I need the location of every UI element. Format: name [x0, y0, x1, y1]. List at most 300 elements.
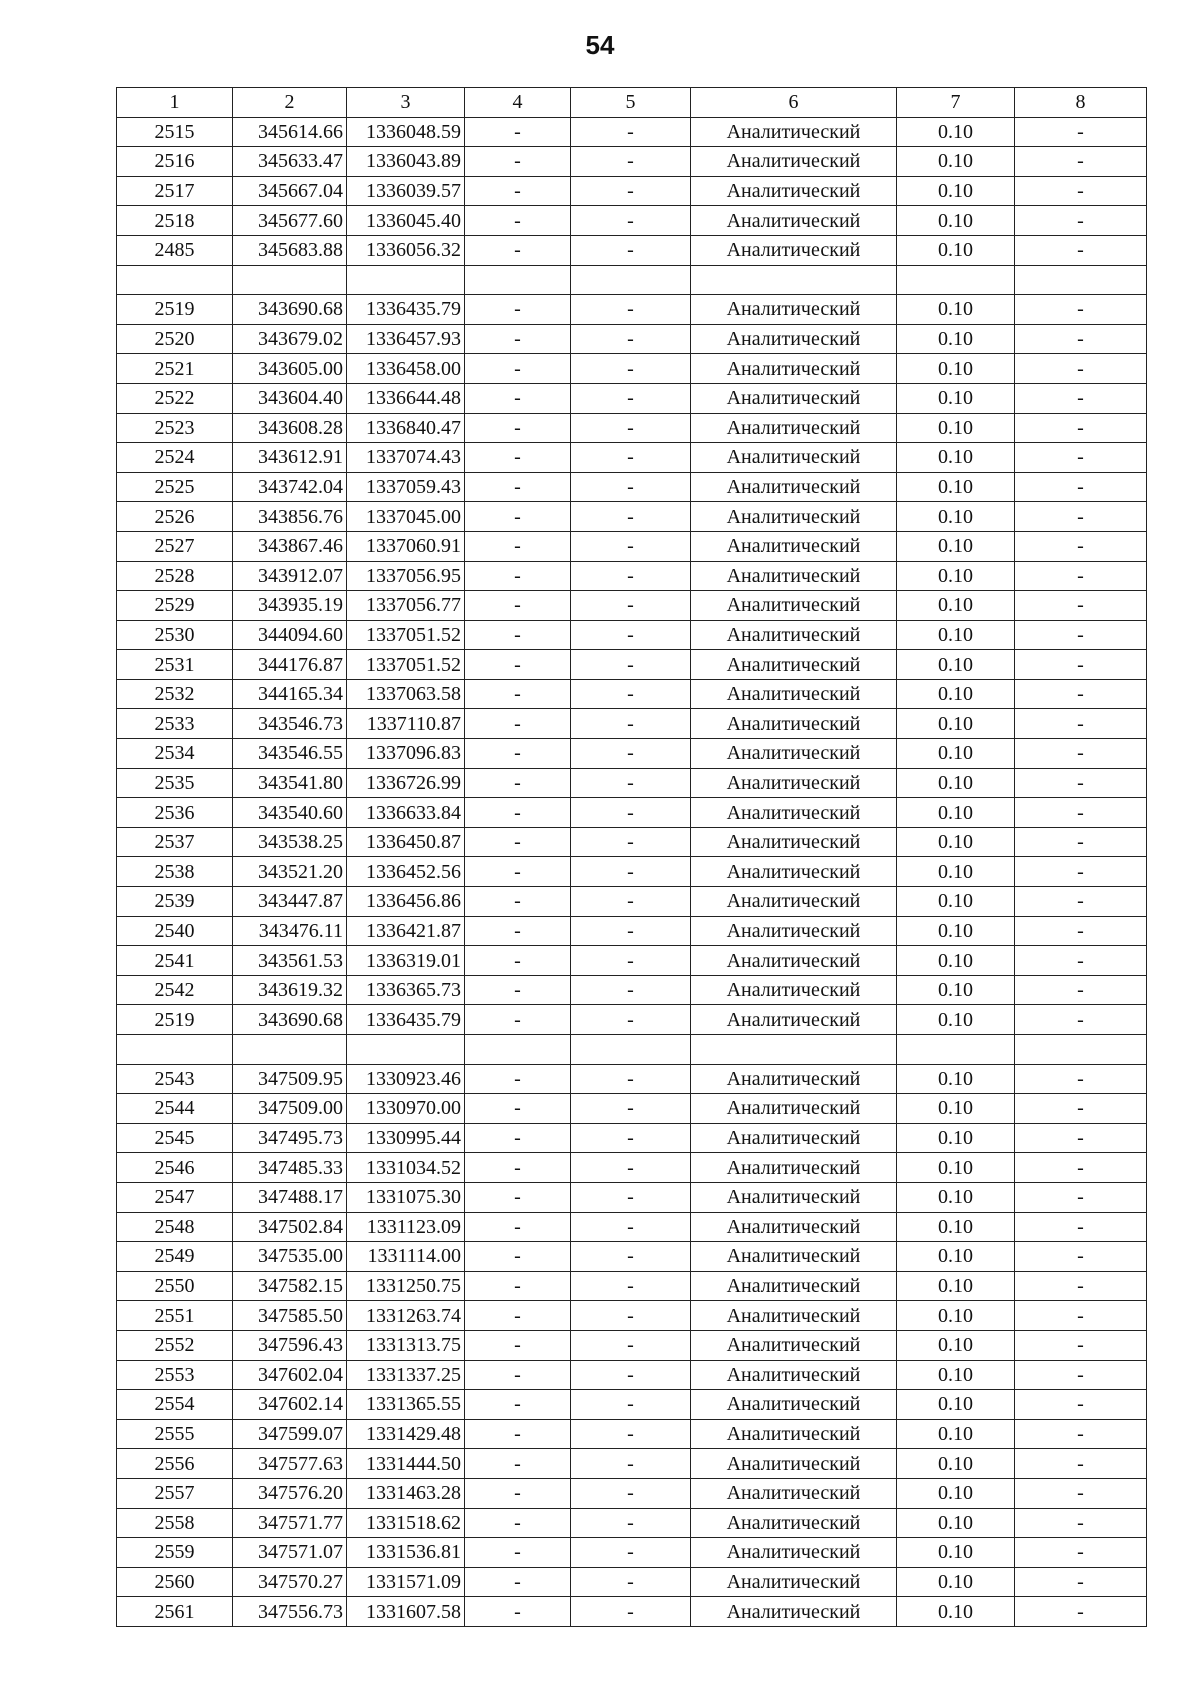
- method-cell: Аналитический: [691, 1330, 897, 1360]
- y-coordinate-cell: 1337074.43: [347, 443, 465, 473]
- accuracy-cell: 0.10: [897, 887, 1015, 917]
- table-header-row: [117, 88, 1147, 118]
- column-header: 6: [691, 88, 897, 118]
- table-row: [117, 1094, 1147, 1124]
- col4-cell: -: [465, 916, 571, 946]
- point-number-cell: 2533: [117, 709, 233, 739]
- table-row: [117, 176, 1147, 206]
- col4-cell: -: [465, 1153, 571, 1183]
- x-coordinate-cell: 347485.33: [233, 1153, 347, 1183]
- col5-cell: -: [571, 1419, 691, 1449]
- method-cell: Аналитический: [691, 916, 897, 946]
- col5-cell: -: [571, 235, 691, 265]
- method-cell: Аналитический: [691, 650, 897, 680]
- y-coordinate-cell: 1330923.46: [347, 1064, 465, 1094]
- accuracy-cell: 0.10: [897, 1064, 1015, 1094]
- method-cell: Аналитический: [691, 235, 897, 265]
- method-cell: Аналитический: [691, 1123, 897, 1153]
- point-number-cell: [117, 265, 233, 295]
- table-row: [117, 975, 1147, 1005]
- point-number-cell: 2539: [117, 887, 233, 917]
- x-coordinate-cell: 345614.66: [233, 117, 347, 147]
- col8-cell: -: [1015, 1330, 1147, 1360]
- table-row: [117, 1123, 1147, 1153]
- column-header: 2: [233, 88, 347, 118]
- method-cell: Аналитический: [691, 472, 897, 502]
- method-cell: Аналитический: [691, 857, 897, 887]
- x-coordinate-cell: 347502.84: [233, 1212, 347, 1242]
- col5-cell: -: [571, 472, 691, 502]
- col8-cell: -: [1015, 620, 1147, 650]
- point-number-cell: 2527: [117, 531, 233, 561]
- table-row: [117, 561, 1147, 591]
- col4-cell: -: [465, 679, 571, 709]
- col5-cell: -: [571, 1242, 691, 1272]
- y-coordinate-cell: 1336045.40: [347, 206, 465, 236]
- col4-cell: -: [465, 1094, 571, 1124]
- col5-cell: -: [571, 827, 691, 857]
- y-coordinate-cell: 1337110.87: [347, 709, 465, 739]
- x-coordinate-cell: 343605.00: [233, 354, 347, 384]
- accuracy-cell: 0.10: [897, 531, 1015, 561]
- method-cell: Аналитический: [691, 147, 897, 177]
- table-row: [117, 650, 1147, 680]
- point-number-cell: 2560: [117, 1567, 233, 1597]
- accuracy-cell: 0.10: [897, 561, 1015, 591]
- col4-cell: -: [465, 975, 571, 1005]
- x-coordinate-cell: 347509.00: [233, 1094, 347, 1124]
- accuracy-cell: 0.10: [897, 206, 1015, 236]
- method-cell: Аналитический: [691, 502, 897, 532]
- y-coordinate-cell: 1336452.56: [347, 857, 465, 887]
- col5-cell: -: [571, 1123, 691, 1153]
- x-coordinate-cell: 347488.17: [233, 1182, 347, 1212]
- x-coordinate-cell: 343612.91: [233, 443, 347, 473]
- col4-cell: -: [465, 768, 571, 798]
- method-cell: Аналитический: [691, 1242, 897, 1272]
- point-number-cell: 2520: [117, 324, 233, 354]
- col4-cell: -: [465, 1478, 571, 1508]
- y-coordinate-cell: 1336048.59: [347, 117, 465, 147]
- table-row: [117, 502, 1147, 532]
- method-cell: Аналитический: [691, 1094, 897, 1124]
- y-coordinate-cell: 1331429.48: [347, 1419, 465, 1449]
- point-number-cell: 2543: [117, 1064, 233, 1094]
- y-coordinate-cell: 1331518.62: [347, 1508, 465, 1538]
- col8-cell: -: [1015, 1419, 1147, 1449]
- point-number-cell: 2523: [117, 413, 233, 443]
- accuracy-cell: 0.10: [897, 591, 1015, 621]
- col8-cell: [1015, 265, 1147, 295]
- method-cell: Аналитический: [691, 413, 897, 443]
- column-header: 3: [347, 88, 465, 118]
- x-coordinate-cell: 343690.68: [233, 1005, 347, 1035]
- accuracy-cell: 0.10: [897, 1419, 1015, 1449]
- method-cell: Аналитический: [691, 443, 897, 473]
- col5-cell: -: [571, 354, 691, 384]
- col5-cell: -: [571, 591, 691, 621]
- col4-cell: -: [465, 1242, 571, 1272]
- col5-cell: -: [571, 679, 691, 709]
- y-coordinate-cell: 1337059.43: [347, 472, 465, 502]
- col4-cell: -: [465, 383, 571, 413]
- table-body: [117, 117, 1147, 1626]
- accuracy-cell: 0.10: [897, 443, 1015, 473]
- y-coordinate-cell: 1331123.09: [347, 1212, 465, 1242]
- x-coordinate-cell: 347596.43: [233, 1330, 347, 1360]
- accuracy-cell: 0.10: [897, 946, 1015, 976]
- col4-cell: -: [465, 1597, 571, 1627]
- col5-cell: -: [571, 1449, 691, 1479]
- x-coordinate-cell: 347570.27: [233, 1567, 347, 1597]
- col8-cell: -: [1015, 1538, 1147, 1568]
- col8-cell: -: [1015, 472, 1147, 502]
- accuracy-cell: 0.10: [897, 1182, 1015, 1212]
- x-coordinate-cell: 343561.53: [233, 946, 347, 976]
- col4-cell: -: [465, 739, 571, 769]
- table-row: [117, 1330, 1147, 1360]
- point-number-cell: 2522: [117, 383, 233, 413]
- col4-cell: -: [465, 591, 571, 621]
- col4-cell: -: [465, 650, 571, 680]
- col5-cell: -: [571, 1597, 691, 1627]
- table-row: [117, 206, 1147, 236]
- table-row: [117, 443, 1147, 473]
- x-coordinate-cell: 343679.02: [233, 324, 347, 354]
- accuracy-cell: 0.10: [897, 324, 1015, 354]
- col4-cell: -: [465, 1064, 571, 1094]
- table-row: [117, 1271, 1147, 1301]
- x-coordinate-cell: 347571.77: [233, 1508, 347, 1538]
- col5-cell: -: [571, 1330, 691, 1360]
- method-cell: Аналитический: [691, 1419, 897, 1449]
- col8-cell: -: [1015, 235, 1147, 265]
- table-row: [117, 768, 1147, 798]
- x-coordinate-cell: 347495.73: [233, 1123, 347, 1153]
- y-coordinate-cell: 1331463.28: [347, 1478, 465, 1508]
- y-coordinate-cell: 1331571.09: [347, 1567, 465, 1597]
- col5-cell: -: [571, 1301, 691, 1331]
- table-row: [117, 1153, 1147, 1183]
- y-coordinate-cell: 1336365.73: [347, 975, 465, 1005]
- col5-cell: -: [571, 1005, 691, 1035]
- col5-cell: -: [571, 1094, 691, 1124]
- accuracy-cell: 0.10: [897, 1153, 1015, 1183]
- col8-cell: -: [1015, 739, 1147, 769]
- y-coordinate-cell: 1336644.48: [347, 383, 465, 413]
- method-cell: Аналитический: [691, 620, 897, 650]
- col8-cell: -: [1015, 975, 1147, 1005]
- y-coordinate-cell: 1336319.01: [347, 946, 465, 976]
- table-row: [117, 1064, 1147, 1094]
- x-coordinate-cell: 343867.46: [233, 531, 347, 561]
- method-cell: Аналитический: [691, 887, 897, 917]
- point-number-cell: 2545: [117, 1123, 233, 1153]
- col5-cell: -: [571, 413, 691, 443]
- point-number-cell: 2519: [117, 295, 233, 325]
- accuracy-cell: 0.10: [897, 147, 1015, 177]
- point-number-cell: 2537: [117, 827, 233, 857]
- col4-cell: -: [465, 1123, 571, 1153]
- x-coordinate-cell: 345633.47: [233, 147, 347, 177]
- col4-cell: -: [465, 1419, 571, 1449]
- col5-cell: -: [571, 206, 691, 236]
- accuracy-cell: 0.10: [897, 709, 1015, 739]
- accuracy-cell: 0.10: [897, 1271, 1015, 1301]
- point-number-cell: 2531: [117, 650, 233, 680]
- col8-cell: -: [1015, 324, 1147, 354]
- col8-cell: -: [1015, 946, 1147, 976]
- point-number-cell: 2519: [117, 1005, 233, 1035]
- col4-cell: -: [465, 1301, 571, 1331]
- y-coordinate-cell: 1331034.52: [347, 1153, 465, 1183]
- col8-cell: -: [1015, 413, 1147, 443]
- col8-cell: -: [1015, 502, 1147, 532]
- table-row: [117, 1597, 1147, 1627]
- x-coordinate-cell: 343912.07: [233, 561, 347, 591]
- point-number-cell: 2550: [117, 1271, 233, 1301]
- x-coordinate-cell: 347576.20: [233, 1478, 347, 1508]
- col8-cell: -: [1015, 768, 1147, 798]
- col4-cell: -: [465, 531, 571, 561]
- col4-cell: -: [465, 147, 571, 177]
- point-number-cell: 2517: [117, 176, 233, 206]
- table-row: [117, 1005, 1147, 1035]
- col5-cell: -: [571, 916, 691, 946]
- accuracy-cell: 0.10: [897, 1478, 1015, 1508]
- point-number-cell: 2518: [117, 206, 233, 236]
- point-number-cell: 2534: [117, 739, 233, 769]
- x-coordinate-cell: 347602.04: [233, 1360, 347, 1390]
- y-coordinate-cell: 1330970.00: [347, 1094, 465, 1124]
- y-coordinate-cell: 1336421.87: [347, 916, 465, 946]
- table-row: [117, 413, 1147, 443]
- table-row: [117, 1449, 1147, 1479]
- table-row: [117, 265, 1147, 295]
- col8-cell: -: [1015, 1360, 1147, 1390]
- point-number-cell: 2532: [117, 679, 233, 709]
- accuracy-cell: 0.10: [897, 1508, 1015, 1538]
- col8-cell: -: [1015, 1449, 1147, 1479]
- point-number-cell: 2538: [117, 857, 233, 887]
- col8-cell: -: [1015, 1005, 1147, 1035]
- col4-cell: -: [465, 413, 571, 443]
- col5-cell: -: [571, 620, 691, 650]
- col8-cell: -: [1015, 1567, 1147, 1597]
- method-cell: Аналитический: [691, 383, 897, 413]
- accuracy-cell: 0.10: [897, 1567, 1015, 1597]
- point-number-cell: 2529: [117, 591, 233, 621]
- col5-cell: -: [571, 975, 691, 1005]
- point-number-cell: 2561: [117, 1597, 233, 1627]
- col8-cell: -: [1015, 591, 1147, 621]
- x-coordinate-cell: 345667.04: [233, 176, 347, 206]
- accuracy-cell: 0.10: [897, 1242, 1015, 1272]
- point-number-cell: 2515: [117, 117, 233, 147]
- table-row: [117, 946, 1147, 976]
- accuracy-cell: [897, 265, 1015, 295]
- x-coordinate-cell: 343742.04: [233, 472, 347, 502]
- y-coordinate-cell: 1336039.57: [347, 176, 465, 206]
- y-coordinate-cell: 1331365.55: [347, 1390, 465, 1420]
- table-row: [117, 1478, 1147, 1508]
- accuracy-cell: 0.10: [897, 768, 1015, 798]
- col8-cell: -: [1015, 1508, 1147, 1538]
- col4-cell: -: [465, 887, 571, 917]
- table-row: [117, 295, 1147, 325]
- point-number-cell: 2547: [117, 1182, 233, 1212]
- point-number-cell: 2528: [117, 561, 233, 591]
- y-coordinate-cell: 1336726.99: [347, 768, 465, 798]
- col4-cell: -: [465, 117, 571, 147]
- table-row: [117, 147, 1147, 177]
- col4-cell: -: [465, 1182, 571, 1212]
- col8-cell: -: [1015, 827, 1147, 857]
- col5-cell: [571, 265, 691, 295]
- table-row: [117, 1212, 1147, 1242]
- col5-cell: -: [571, 1360, 691, 1390]
- col8-cell: -: [1015, 857, 1147, 887]
- y-coordinate-cell: 1337060.91: [347, 531, 465, 561]
- x-coordinate-cell: 343540.60: [233, 798, 347, 828]
- table-row: [117, 1567, 1147, 1597]
- method-cell: Аналитический: [691, 1597, 897, 1627]
- method-cell: Аналитический: [691, 1301, 897, 1331]
- y-coordinate-cell: 1336456.86: [347, 887, 465, 917]
- accuracy-cell: 0.10: [897, 354, 1015, 384]
- x-coordinate-cell: 347577.63: [233, 1449, 347, 1479]
- method-cell: Аналитический: [691, 295, 897, 325]
- column-header: 4: [465, 88, 571, 118]
- method-cell: Аналитический: [691, 1064, 897, 1094]
- y-coordinate-cell: 1336435.79: [347, 295, 465, 325]
- col4-cell: -: [465, 354, 571, 384]
- accuracy-cell: 0.10: [897, 1301, 1015, 1331]
- accuracy-cell: 0.10: [897, 620, 1015, 650]
- y-coordinate-cell: 1331263.74: [347, 1301, 465, 1331]
- x-coordinate-cell: 343690.68: [233, 295, 347, 325]
- col5-cell: -: [571, 502, 691, 532]
- col5-cell: -: [571, 324, 691, 354]
- col4-cell: -: [465, 1005, 571, 1035]
- x-coordinate-cell: 343546.55: [233, 739, 347, 769]
- table-row: [117, 354, 1147, 384]
- table-row: [117, 709, 1147, 739]
- col8-cell: -: [1015, 383, 1147, 413]
- col4-cell: -: [465, 946, 571, 976]
- col8-cell: -: [1015, 679, 1147, 709]
- col8-cell: -: [1015, 531, 1147, 561]
- table-row: [117, 1301, 1147, 1331]
- x-coordinate-cell: 347599.07: [233, 1419, 347, 1449]
- method-cell: Аналитический: [691, 739, 897, 769]
- method-cell: Аналитический: [691, 1271, 897, 1301]
- col8-cell: -: [1015, 1094, 1147, 1124]
- col8-cell: -: [1015, 1212, 1147, 1242]
- col8-cell: -: [1015, 1390, 1147, 1420]
- method-cell: Аналитический: [691, 561, 897, 591]
- point-number-cell: 2524: [117, 443, 233, 473]
- col5-cell: -: [571, 1538, 691, 1568]
- col5-cell: -: [571, 798, 691, 828]
- col8-cell: -: [1015, 650, 1147, 680]
- col8-cell: -: [1015, 147, 1147, 177]
- col4-cell: [465, 1035, 571, 1065]
- col8-cell: -: [1015, 206, 1147, 236]
- accuracy-cell: 0.10: [897, 1360, 1015, 1390]
- col5-cell: -: [571, 1567, 691, 1597]
- col4-cell: -: [465, 235, 571, 265]
- col8-cell: -: [1015, 1242, 1147, 1272]
- col5-cell: -: [571, 1153, 691, 1183]
- accuracy-cell: 0.10: [897, 1212, 1015, 1242]
- col5-cell: -: [571, 531, 691, 561]
- point-number-cell: 2542: [117, 975, 233, 1005]
- accuracy-cell: 0.10: [897, 857, 1015, 887]
- col5-cell: -: [571, 1064, 691, 1094]
- col8-cell: -: [1015, 1597, 1147, 1627]
- method-cell: [691, 1035, 897, 1065]
- col8-cell: -: [1015, 916, 1147, 946]
- column-header: 8: [1015, 88, 1147, 118]
- point-number-cell: 2552: [117, 1330, 233, 1360]
- x-coordinate-cell: 343521.20: [233, 857, 347, 887]
- col5-cell: -: [571, 857, 691, 887]
- col4-cell: -: [465, 1212, 571, 1242]
- y-coordinate-cell: 1336633.84: [347, 798, 465, 828]
- point-number-cell: 2526: [117, 502, 233, 532]
- table-row: [117, 887, 1147, 917]
- method-cell: Аналитический: [691, 1360, 897, 1390]
- col8-cell: -: [1015, 1271, 1147, 1301]
- col4-cell: -: [465, 1390, 571, 1420]
- table-row: [117, 1242, 1147, 1272]
- method-cell: Аналитический: [691, 798, 897, 828]
- x-coordinate-cell: 344165.34: [233, 679, 347, 709]
- accuracy-cell: 0.10: [897, 472, 1015, 502]
- accuracy-cell: 0.10: [897, 176, 1015, 206]
- table-row: [117, 591, 1147, 621]
- point-number-cell: 2544: [117, 1094, 233, 1124]
- col4-cell: -: [465, 324, 571, 354]
- x-coordinate-cell: 347585.50: [233, 1301, 347, 1331]
- point-number-cell: 2541: [117, 946, 233, 976]
- accuracy-cell: 0.10: [897, 1597, 1015, 1627]
- col5-cell: -: [571, 1271, 691, 1301]
- point-number-cell: 2555: [117, 1419, 233, 1449]
- column-header: 1: [117, 88, 233, 118]
- col5-cell: -: [571, 1212, 691, 1242]
- y-coordinate-cell: 1337056.95: [347, 561, 465, 591]
- table-row: [117, 620, 1147, 650]
- col5-cell: -: [571, 1390, 691, 1420]
- column-header: 5: [571, 88, 691, 118]
- col8-cell: -: [1015, 295, 1147, 325]
- y-coordinate-cell: 1337056.77: [347, 591, 465, 621]
- table-row: [117, 1508, 1147, 1538]
- table-row: [117, 916, 1147, 946]
- col4-cell: -: [465, 798, 571, 828]
- col4-cell: -: [465, 827, 571, 857]
- col5-cell: -: [571, 561, 691, 591]
- table-row: [117, 472, 1147, 502]
- y-coordinate-cell: 1337051.52: [347, 620, 465, 650]
- method-cell: Аналитический: [691, 324, 897, 354]
- method-cell: Аналитический: [691, 1005, 897, 1035]
- y-coordinate-cell: 1336457.93: [347, 324, 465, 354]
- col5-cell: -: [571, 117, 691, 147]
- col8-cell: -: [1015, 1064, 1147, 1094]
